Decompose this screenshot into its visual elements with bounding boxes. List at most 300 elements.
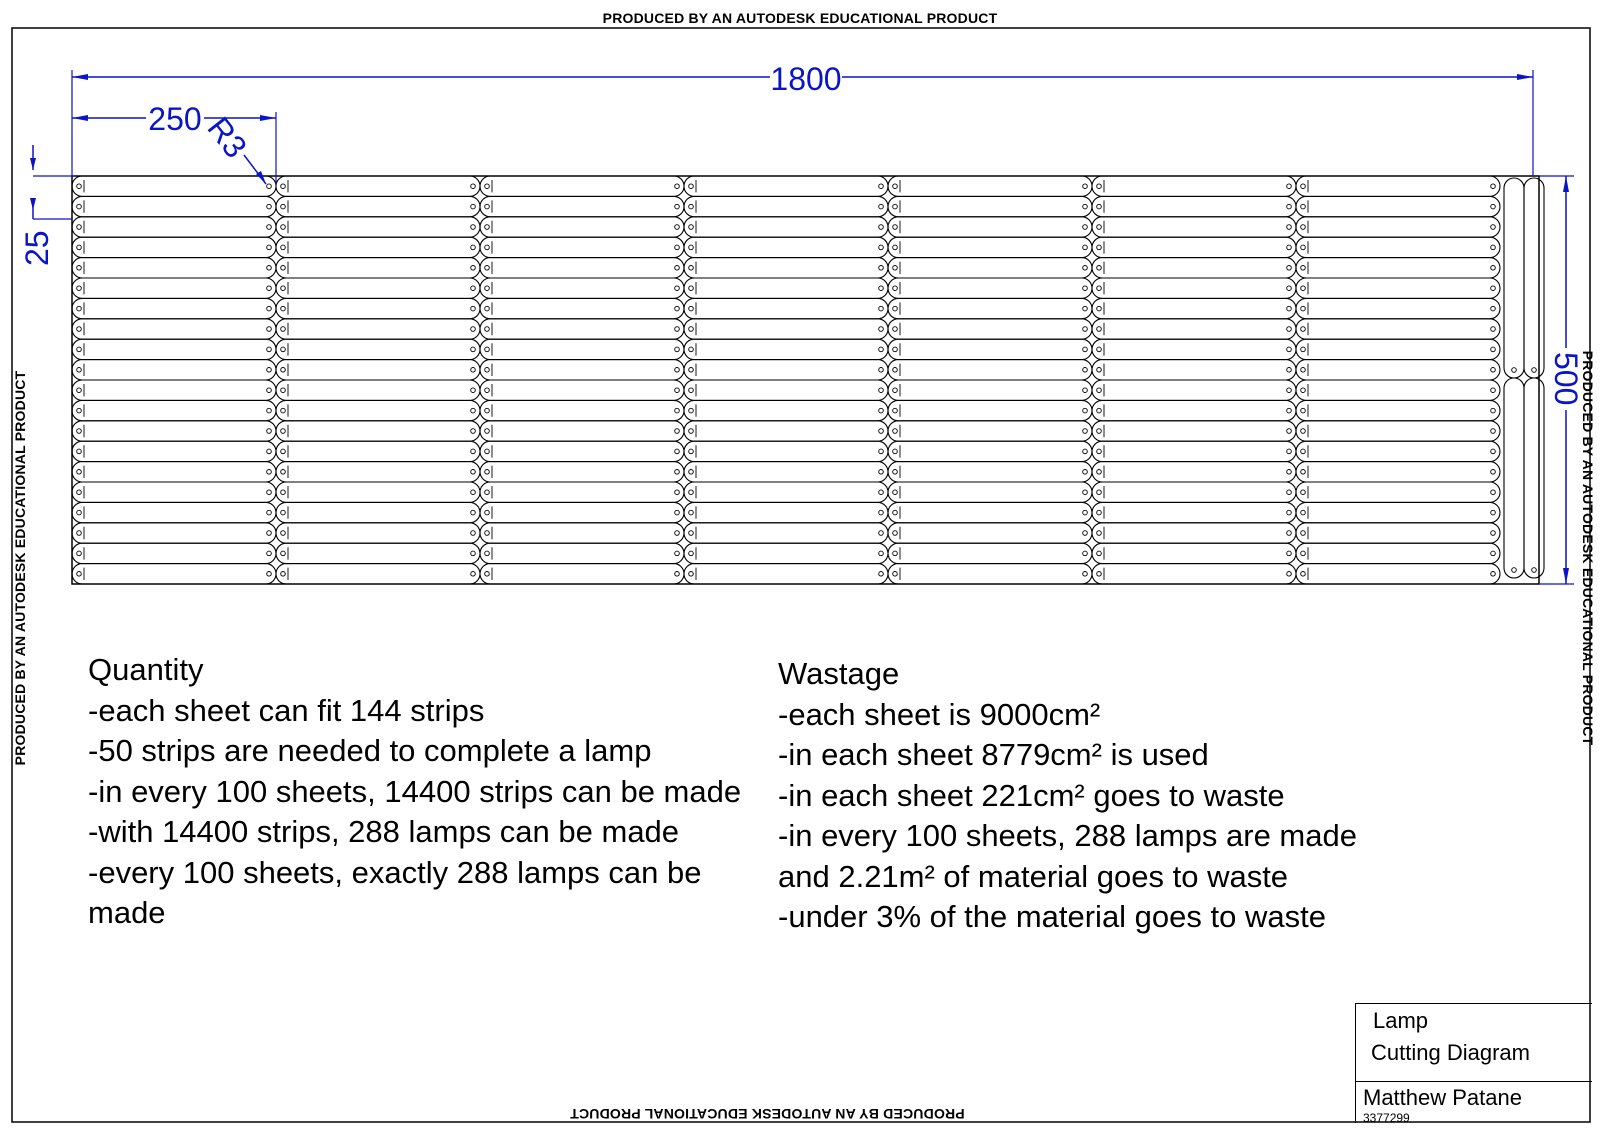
strip-hole [1301,266,1306,271]
strip [684,400,888,420]
strip [888,564,1092,584]
strip-hole [471,490,476,495]
end-strip [1524,178,1544,378]
strip-hole [893,204,898,209]
strip-hole [1491,286,1496,291]
strip-hole [879,408,884,413]
strip-hole [879,388,884,393]
strip [480,462,684,482]
strip-hole [281,408,286,413]
strip [1296,564,1500,584]
strip-hole [485,327,490,332]
strip [1296,217,1500,237]
strip-hole [1083,225,1088,230]
strip-hole [1097,368,1102,373]
strip-hole [689,327,694,332]
strip-hole [893,327,898,332]
strip-hole [471,245,476,250]
wastage-line: -in every 100 sheets, 288 lamps are made and 2.21m² of material goes to waste [778,818,1357,894]
wastage-line: -each sheet is 9000cm² [778,696,1101,732]
strip-hole [675,408,680,413]
strip [1296,482,1500,502]
strip-hole [675,184,680,189]
strip [72,502,276,522]
strip-hole [77,245,82,250]
strip [276,482,480,502]
strip-hole [77,184,82,189]
strip-hole [1512,568,1517,573]
strip-hole [1083,449,1088,454]
strip-hole [281,449,286,454]
strip [276,298,480,318]
strip-hole [1083,245,1088,250]
strip-hole [1491,306,1496,311]
quantity-line: -each sheet can fit 144 strips [88,692,485,728]
strip-hole [471,225,476,230]
strip [1092,237,1296,257]
strip-hole [1097,490,1102,495]
strip-hole [893,551,898,556]
strip-hole [1301,245,1306,250]
strip [888,441,1092,461]
strip [72,278,276,298]
strip-hole [893,306,898,311]
strip-hole [471,347,476,352]
strip [684,319,888,339]
strip [888,400,1092,420]
strip [1092,258,1296,278]
strip-hole [675,470,680,475]
quantity-line: -with 14400 strips, 288 lamps can be made [88,814,680,849]
strip-hole [1097,266,1102,271]
strip-hole [281,388,286,393]
strip-hole [1491,266,1496,271]
wastage-line: -under 3% of the material goes to waste [778,899,1326,934]
strip [684,360,888,380]
strip-hole [1083,306,1088,311]
strip-hole [471,449,476,454]
strip [684,421,888,441]
title-block-author: Matthew Patane [1363,1085,1522,1110]
strip-hole [1083,327,1088,332]
strip-hole [1287,204,1292,209]
strip [480,441,684,461]
strip-hole [893,449,898,454]
strip-hole [1301,551,1306,556]
strip-hole [267,204,272,209]
dim-overall-width-label: 1800 [770,61,842,97]
strip-hole [1491,449,1496,454]
watermark-left: PRODUCED BY AN AUTODESK EDUCATIONAL PRODUCT [12,370,28,766]
strip-hole [689,572,694,577]
quantity-line: -every 100 sheets, exactly 288 lamps can be made [88,854,702,930]
watermark-right: PRODUCED BY AN AUTODESK EDUCATIONAL PRODUCT [1580,350,1596,746]
strip [684,380,888,400]
strip [1092,523,1296,543]
strip [684,339,888,359]
strip [72,380,276,400]
strip-hole [267,510,272,515]
strip-hole [893,572,898,577]
strip-hole [1491,245,1496,250]
strip-hole [1301,184,1306,189]
strip [480,482,684,502]
strip [888,258,1092,278]
strip [1092,564,1296,584]
strip [1092,360,1296,380]
strip-hole [77,470,82,475]
strip-hole [689,408,694,413]
strip [1092,339,1296,359]
strip-hole [1512,368,1517,373]
strip-hole [879,531,884,536]
strip-hole [281,204,286,209]
strip-hole [485,368,490,373]
strip-hole [1097,449,1102,454]
strip [72,196,276,216]
strip-hole [77,572,82,577]
strip [684,298,888,318]
strip-hole [485,347,490,352]
strip-hole [1301,388,1306,393]
wastage-notes [778,654,1368,938]
strip-hole [893,245,898,250]
strip-hole [893,266,898,271]
strip-hole [893,510,898,515]
strip-hole [879,490,884,495]
strip-hole [689,347,694,352]
strip [72,441,276,461]
strip-hole [1287,184,1292,189]
strip-hole [675,327,680,332]
strip-hole [675,490,680,495]
strip-hole [1083,551,1088,556]
strip [276,380,480,400]
strip [72,258,276,278]
strip-hole [879,572,884,577]
strip-hole [281,245,286,250]
strip-hole [267,286,272,291]
strip [1092,462,1296,482]
strip-hole [675,572,680,577]
strip-hole [471,531,476,536]
strip-hole [1097,245,1102,250]
strip-hole [1491,572,1496,577]
wastage-line: -in each sheet 8779cm² is used [778,737,1209,772]
strip [480,421,684,441]
strip [1092,298,1296,318]
strip [684,217,888,237]
strip [72,339,276,359]
strip-hole [281,490,286,495]
strip [480,298,684,318]
strip [1296,462,1500,482]
quantity-notes [88,650,758,934]
strip-hole [267,306,272,311]
strip [888,217,1092,237]
strip [480,176,684,196]
strip-hole [1491,551,1496,556]
strip [888,543,1092,563]
strip [276,543,480,563]
strip-hole [267,449,272,454]
strip [1296,543,1500,563]
strip [276,421,480,441]
strip-hole [1491,368,1496,373]
strip [1092,421,1296,441]
dim-strip-width-label: 25 [19,230,55,266]
strip-hole [1097,204,1102,209]
dim-overall-height-label: 500 [1548,352,1584,406]
strip-hole [1301,510,1306,515]
strip-hole [281,429,286,434]
strip-hole [1287,245,1292,250]
strip-hole [1097,327,1102,332]
strip-hole [1287,306,1292,311]
strip-hole [1287,266,1292,271]
strip-hole [879,551,884,556]
strip-hole [485,184,490,189]
strip [480,258,684,278]
strip-hole [1083,368,1088,373]
strip-hole [879,306,884,311]
strip-hole [1083,531,1088,536]
strip [276,196,480,216]
strip-hole [267,327,272,332]
dim-radius [244,155,266,184]
strip [276,339,480,359]
strip-hole [471,286,476,291]
strip-hole [1097,572,1102,577]
title-block [1355,1003,1592,1123]
strip-hole [485,204,490,209]
strip-hole [675,306,680,311]
strip-hole [893,184,898,189]
strip-hole [689,388,694,393]
strip-hole [1301,572,1306,577]
strip [1092,319,1296,339]
strip-hole [689,184,694,189]
strip [1296,380,1500,400]
strip-hole [267,531,272,536]
strip [72,462,276,482]
strip-hole [675,551,680,556]
strip-hole [471,368,476,373]
strip-hole [689,245,694,250]
strip [480,380,684,400]
strip-hole [1287,470,1292,475]
strip [888,298,1092,318]
strip [684,176,888,196]
strip-hole [1287,225,1292,230]
strip-hole [1097,347,1102,352]
strip [276,360,480,380]
strip [888,462,1092,482]
strip-hole [1491,429,1496,434]
strip-hole [267,470,272,475]
strip [72,543,276,563]
strip-hole [675,286,680,291]
wastage-line: -in each sheet 221cm² goes to waste [778,777,1285,813]
strip [684,564,888,584]
strip-hole [879,449,884,454]
strip-hole [1301,347,1306,352]
dim-strip-length-label: 250 [148,101,202,137]
strip-hole [77,327,82,332]
strip-hole [471,510,476,515]
strip [1092,278,1296,298]
strip-hole [471,429,476,434]
strip-hole [675,388,680,393]
strip [1296,278,1500,298]
strip [276,278,480,298]
strip-hole [1083,510,1088,515]
strip-hole [77,531,82,536]
strip-hole [1097,408,1102,413]
strip-hole [1491,204,1496,209]
strip-hole [1083,572,1088,577]
strip-hole [1301,470,1306,475]
strip-hole [675,266,680,271]
strip-hole [1083,470,1088,475]
strip-hole [893,286,898,291]
strip-hole [77,388,82,393]
strip-hole [1491,327,1496,332]
strip-hole [1301,286,1306,291]
strip-hole [485,531,490,536]
strip [684,237,888,257]
strip-hole [1532,568,1537,573]
strip-hole [1097,184,1102,189]
strip [888,237,1092,257]
strip-hole [893,531,898,536]
strip-hole [471,266,476,271]
strip-hole [485,388,490,393]
strip-hole [1287,286,1292,291]
strip [1296,502,1500,522]
strip [276,564,480,584]
strip-hole [281,266,286,271]
strip [480,360,684,380]
strip [888,523,1092,543]
strip [480,319,684,339]
strip [1092,400,1296,420]
strip-hole [267,225,272,230]
strip-hole [689,551,694,556]
strip [684,258,888,278]
strip [72,298,276,318]
strip-hole [1287,327,1292,332]
strip-hole [1083,347,1088,352]
strip-hole [675,510,680,515]
quantity-line: -50 strips are needed to complete a lamp [88,733,652,768]
strip [684,278,888,298]
strip-hole [267,572,272,577]
strip-hole [1097,225,1102,230]
title-block-student-id: 3377299 [1363,1111,1410,1125]
strip [72,237,276,257]
strip-hole [267,551,272,556]
strip-hole [485,245,490,250]
strip-hole [1491,388,1496,393]
strip-hole [689,368,694,373]
strip [1092,502,1296,522]
strip-hole [267,184,272,189]
strip [684,462,888,482]
strip [480,523,684,543]
strip-hole [1097,510,1102,515]
strip-hole [893,368,898,373]
strip-hole [893,408,898,413]
strip-hole [77,368,82,373]
strip [684,482,888,502]
strip-hole [1083,184,1088,189]
strip-hole [485,449,490,454]
title-block-subtitle: Cutting Diagram [1371,1040,1530,1065]
strip-hole [1083,204,1088,209]
strip-hole [1097,429,1102,434]
strip-hole [879,429,884,434]
strip [1296,400,1500,420]
strip-hole [471,388,476,393]
strip-hole [281,572,286,577]
strip [276,400,480,420]
strip-hole [675,449,680,454]
strip [888,278,1092,298]
strip-hole [1491,510,1496,515]
strip-hole [1083,388,1088,393]
strip-hole [1287,408,1292,413]
strip [684,196,888,216]
strip-hole [1287,449,1292,454]
strip-hole [1097,388,1102,393]
strip [1296,441,1500,461]
strip-hole [893,225,898,230]
strip-hole [267,266,272,271]
strip-hole [1301,327,1306,332]
strip-hole [1491,490,1496,495]
strip-hole [267,388,272,393]
strip-hole [675,368,680,373]
strip-hole [879,470,884,475]
strip-hole [77,225,82,230]
strip-hole [77,408,82,413]
strip-hole [893,347,898,352]
strip-hole [267,347,272,352]
strip-hole [1287,510,1292,515]
dim-strip-width [30,145,75,219]
strip [72,360,276,380]
strip-hole [281,306,286,311]
strip-hole [1083,266,1088,271]
strip-hole [689,490,694,495]
strip-hole [1491,531,1496,536]
strip-hole [471,184,476,189]
strip-hole [471,551,476,556]
strip [1092,176,1296,196]
strip [1296,421,1500,441]
title-block-title: Lamp [1373,1008,1429,1033]
strip [1092,543,1296,563]
strip-hole [675,429,680,434]
strip-hole [485,306,490,311]
strip [480,502,684,522]
strip [888,176,1092,196]
strip-hole [1491,408,1496,413]
strip [888,196,1092,216]
strip-hole [267,429,272,434]
strip-hole [689,286,694,291]
